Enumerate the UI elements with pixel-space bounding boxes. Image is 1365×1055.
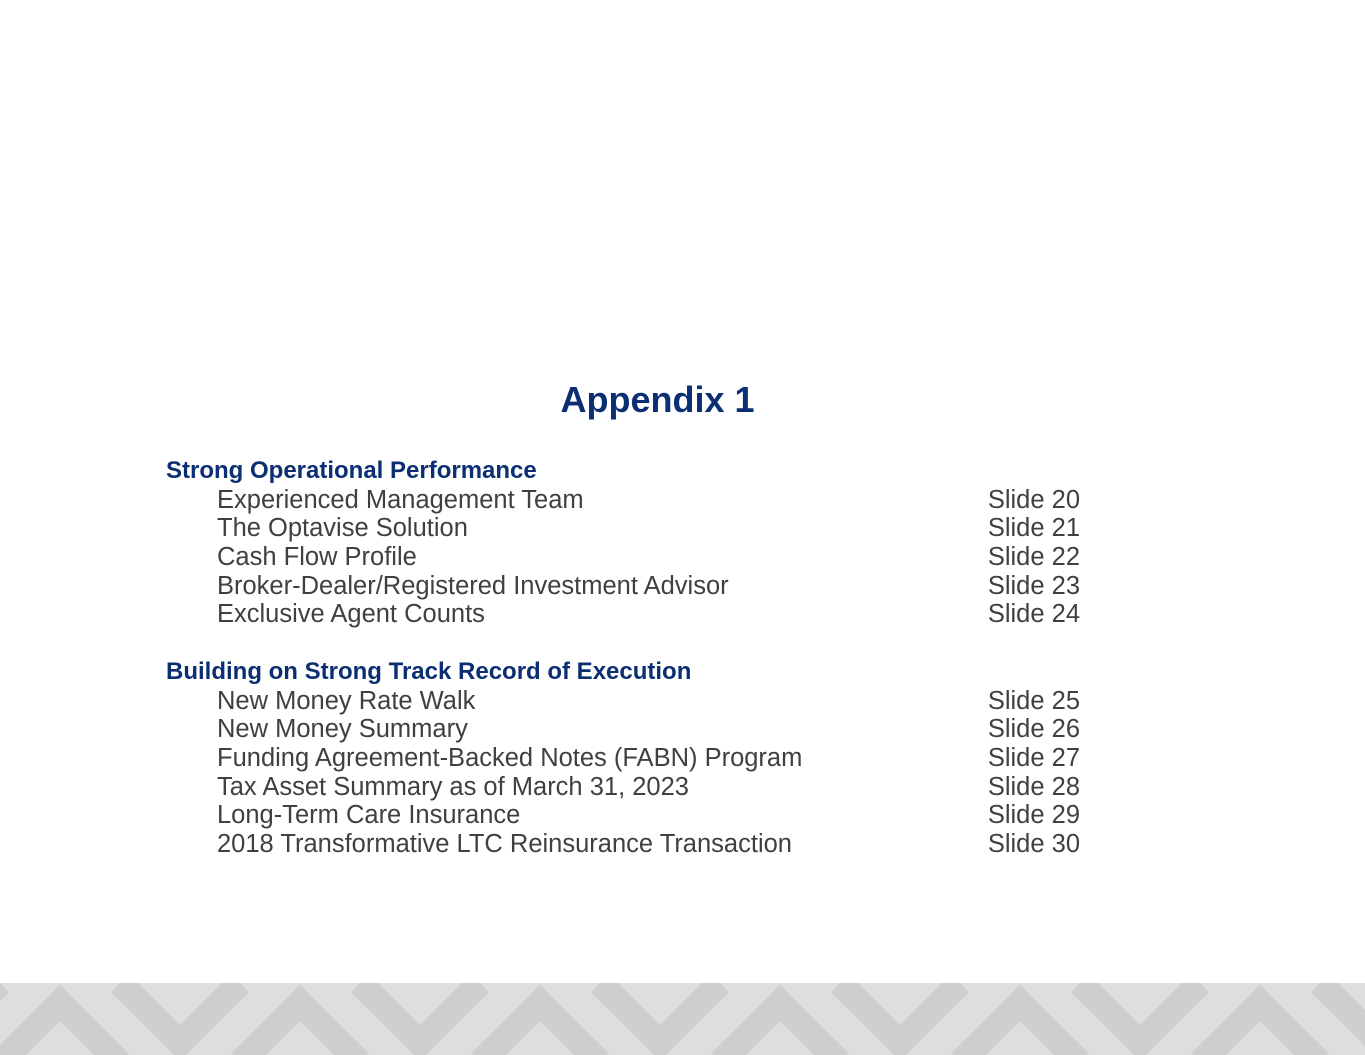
toc-entry-slide-number: Slide 30 [987,829,1080,858]
toc-entry [166,486,1082,515]
chevron-down-shape [840,983,960,1043]
toc-entry-label: New Money Rate Walk [217,686,476,715]
section-heading: Building on Strong Track Record of Execution [166,657,692,685]
toc-entry-label: 2018 Transformative LTC Reinsurance Transaction [217,829,792,858]
toc-entry-label: New Money Summary [217,715,468,744]
toc-entry [166,543,1082,572]
chevron-up-shape [960,1003,1080,1055]
table-of-contents [166,457,1082,887]
toc-entry-slide-number: Slide 29 [987,801,1080,830]
chevron-up-shape [240,1003,360,1055]
toc-entry [166,572,1082,601]
toc-entry [166,715,1082,744]
toc-entry-label: Long-Term Care Insurance [217,801,521,830]
toc-entry [166,600,1082,629]
toc-entry-label: Funding Agreement-Backed Notes (FABN) Program [217,743,803,772]
toc-entry-slide-number: Slide 25 [987,686,1080,715]
chevron-down-shape [1080,983,1200,1043]
chevron-up-shape [0,1003,120,1055]
toc-section-track-record [166,658,1082,859]
toc-entry [166,773,1082,802]
toc-entry [166,744,1082,773]
chevron-up-shape [1200,1003,1320,1055]
toc-entry-slide-number: Slide 24 [987,600,1080,629]
chevron-up-shape [720,1003,840,1055]
toc-section-operational-performance [166,457,1082,629]
toc-entry-slide-number: Slide 28 [987,772,1080,801]
toc-entry-slide-number: Slide 27 [987,743,1080,772]
toc-entry [166,801,1082,830]
chevron-pattern-decoration [0,983,1365,1055]
page-title: Appendix 1 [560,379,755,420]
toc-entry-slide-number: Slide 26 [987,715,1080,744]
footer-chevron-band [0,983,1365,1055]
chevron-up-shape [480,1003,600,1055]
toc-entry-label: Tax Asset Summary as of March 31, 2023 [217,772,689,801]
toc-entry-slide-number: Slide 20 [987,485,1080,514]
toc-entry [166,687,1082,716]
toc-entry-slide-number: Slide 21 [987,514,1080,543]
toc-entry [166,830,1082,859]
toc-entry-label: Experienced Management Team [217,485,584,514]
toc-entry-label: Cash Flow Profile [217,543,417,572]
toc-entry-slide-number: Slide 23 [987,571,1080,600]
toc-entry-slide-number: Slide 22 [987,543,1080,572]
section-heading: Strong Operational Performance [166,457,537,484]
toc-entry-label: Exclusive Agent Counts [217,600,485,629]
toc-entry [166,514,1082,543]
chevron-down-shape [120,983,240,1043]
chevron-down-shape [600,983,720,1043]
chevron-down-shape [360,983,480,1043]
chevron-down-shape [1320,983,1365,1043]
toc-entry-label: Broker-Dealer/Registered Investment Advisor [217,571,729,600]
toc-entry-label: The Optavise Solution [217,514,468,543]
